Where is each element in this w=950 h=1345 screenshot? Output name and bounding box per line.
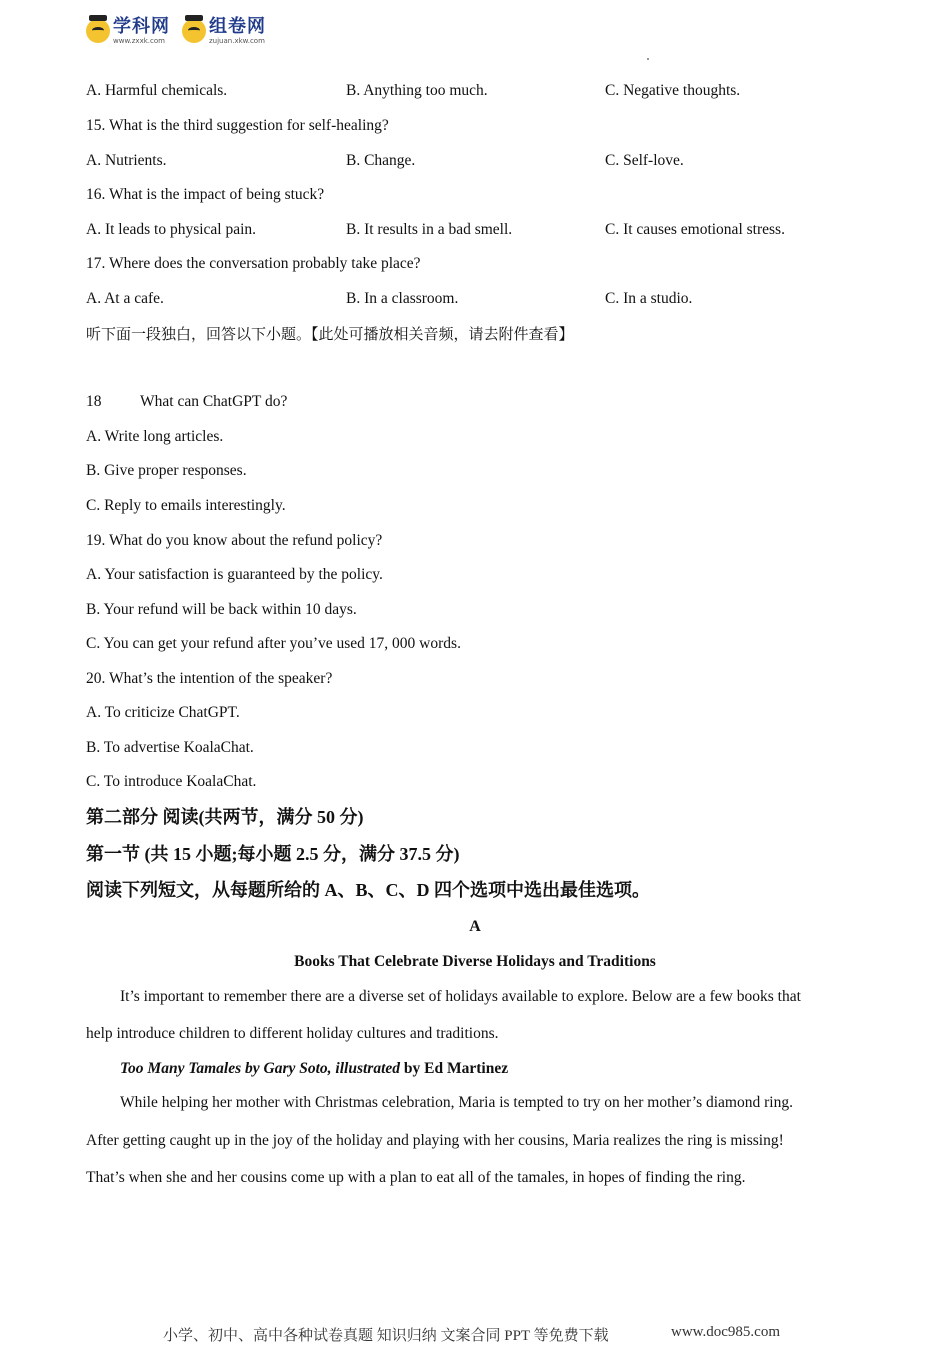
passage-intro-line2: help introduce children to different holiday cultures and traditions. [86,1025,499,1042]
q15-option-b: B. Change. [346,152,416,169]
q20-option-b: B. To advertise KoalaChat. [86,739,254,756]
q15-question: 15. What is the third suggestion for self-healing? [86,117,389,134]
book1-title-italic: Too Many Tamales by Gary Soto, illustrated [120,1060,401,1077]
q14-option-c: C. Negative thoughts. [605,82,741,99]
part2-title: 第二部分 阅读(共两节，满分 50 分) [86,807,364,827]
logo-url: zujuan.xkw.com [209,36,265,45]
passage-title: Books That Celebrate Diverse Holidays and Traditions [294,953,656,970]
q20-option-a: A. To criticize ChatGPT. [86,704,240,721]
book1-line1: While helping her mother with Christmas celebration, Maria is tempted to try on her mother’s diamond ring. [120,1094,793,1111]
logo-url: www.zxxk.com [113,36,165,45]
mascot-icon [86,19,110,43]
book1-title [120,1059,508,1079]
q19-option-a: A. Your satisfaction is guaranteed by the policy. [86,566,383,583]
footer-text: 小学、初中、高中各种试卷真题 知识归纳 文案合同 PPT 等免费下载 [163,1328,609,1344]
q17-option-a: A. At a cafe. [86,290,164,307]
passage-letter: A [469,918,481,935]
zxxk-logo[interactable] [86,15,170,45]
scan-dot [647,58,649,60]
zujuan-logo[interactable] [182,15,266,45]
q19-option-c: C. You can get your refund after you’ve used 17, 000 words. [86,635,461,652]
header-logos [86,14,278,48]
book1-title-rest: by Ed Martinez [400,1060,509,1077]
q18-question: What can ChatGPT do? [140,393,288,410]
reading-instruction: 阅读下列短文，从每题所给的 A、B、C、D 四个选项中选出最佳选项。 [86,880,650,900]
section1-title: 第一节 (共 15 小题;每小题 2.5 分，满分 37.5 分) [86,844,460,864]
q16-option-b: B. It results in a bad smell. [346,221,513,238]
q18-option-c: C. Reply to emails interestingly. [86,497,286,514]
q16-option-a: A. It leads to physical pain. [86,221,257,238]
q17-option-c: C. In a studio. [605,290,693,307]
mascot-icon [182,19,206,43]
q18-option-b: B. Give proper responses. [86,462,247,479]
book1-line2: After getting caught up in the joy of the holiday and playing with her cousins, Maria realizes the ring is missing! [86,1132,784,1149]
q19-question: 19. What do you know about the refund policy? [86,532,383,549]
passage-intro-line1: It’s important to remember there are a diverse set of holidays available to explore. Below are a few books that [120,988,801,1005]
q17-question: 17. Where does the conversation probably take place? [86,255,421,272]
monologue-instruction: 听下面一段独白，回答以下小题。【此处可播放相关音频，请去附件查看】 [86,325,574,343]
book1-line3: That’s when she and her cousins come up with a plan to eat all of the tamales, in hopes of finding the ring. [86,1169,746,1186]
q20-question: 20. What’s the intention of the speaker? [86,670,333,687]
q20-option-c: C. To introduce KoalaChat. [86,773,257,790]
q16-question: 16. What is the impact of being stuck? [86,186,325,203]
q17-option-b: B. In a classroom. [346,290,459,307]
q15-option-c: C. Self-love. [605,152,684,169]
logo-name: 组卷网 [209,15,266,37]
q19-option-b: B. Your refund will be back within 10 days. [86,601,357,618]
q15-option-a: A. Nutrients. [86,152,167,169]
q18-number: 18 [86,393,102,410]
q16-option-c: C. It causes emotional stress. [605,221,785,238]
logo-name: 学科网 [113,15,170,37]
q14-option-b: B. Anything too much. [346,82,488,99]
q18-option-a: A. Write long articles. [86,428,224,445]
q14-option-a: A. Harmful chemicals. [86,82,228,99]
footer-url[interactable]: www.doc985.com [671,1324,781,1340]
